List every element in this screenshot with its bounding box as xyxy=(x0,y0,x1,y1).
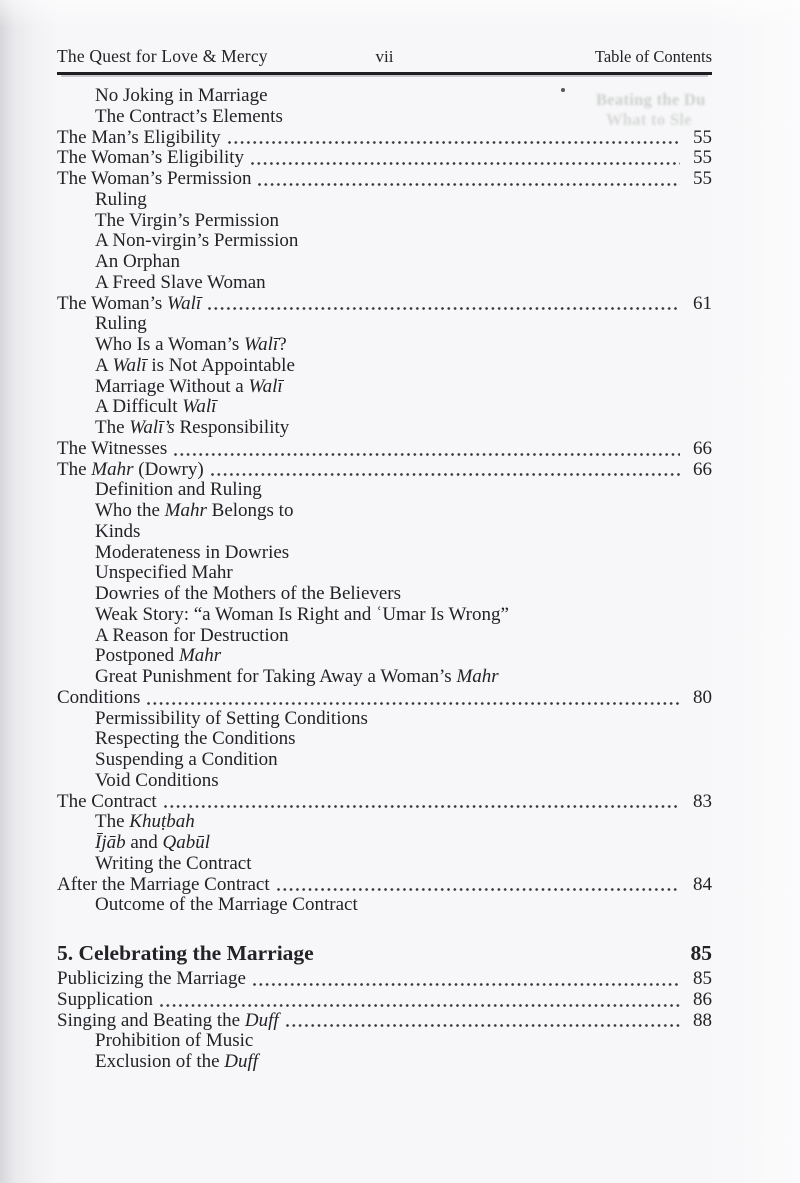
toc-entry-title: Permissibility of Setting Conditions xyxy=(95,707,368,729)
toc-page-number: 88 xyxy=(693,1009,712,1031)
toc-entry-title: A Non-virgin’s Permission xyxy=(95,230,299,252)
toc-row xyxy=(57,1011,712,1032)
toc-row xyxy=(57,969,712,990)
dot-leader xyxy=(206,294,680,315)
toc-page-number: 55 xyxy=(693,147,712,169)
toc-row xyxy=(57,990,712,1011)
toc-row xyxy=(57,688,712,709)
toc-list xyxy=(57,86,712,1073)
toc-row xyxy=(57,128,712,149)
toc-row xyxy=(57,335,712,356)
toc-row xyxy=(57,294,712,315)
toc-entry-title: An Orphan xyxy=(95,251,180,272)
toc-row xyxy=(57,86,712,107)
header-section-title: Table of Contents xyxy=(594,47,712,66)
toc-row xyxy=(57,750,712,771)
showthrough-text: What to Sle xyxy=(606,110,692,129)
dot-leader xyxy=(256,169,680,190)
toc-entry-title: The Woman’s Walī xyxy=(57,292,202,314)
toc-entry-title: The Contract’s Elements xyxy=(95,105,283,127)
toc-page-number: 61 xyxy=(693,292,712,314)
header-book-title: The Quest for Love & Mercy xyxy=(57,46,268,66)
toc-row xyxy=(57,812,712,833)
toc-row xyxy=(57,709,712,730)
toc-entry-title: Supplication xyxy=(57,988,154,1010)
toc-row xyxy=(57,439,712,460)
toc-entry-title: Kinds xyxy=(95,520,141,542)
toc-entry-title: Postponed Mahr xyxy=(95,645,222,667)
toc-row xyxy=(57,854,712,875)
toc-row xyxy=(57,460,712,481)
toc-row xyxy=(57,895,712,916)
toc-row xyxy=(57,771,712,792)
toc-row xyxy=(57,1031,712,1052)
toc-row xyxy=(57,563,712,584)
toc-page-number: 55 xyxy=(693,126,712,148)
scan-speck xyxy=(561,88,565,92)
toc-entry-title: Who Is a Woman’s Walī? xyxy=(95,334,287,355)
dot-leader xyxy=(209,460,680,481)
toc-page-number: 83 xyxy=(693,790,712,812)
toc-entry-title: The Man’s Eligibility xyxy=(57,126,221,148)
header-folio-number: vii xyxy=(375,47,394,66)
toc-entry-title: The Mahr (Dowry) xyxy=(57,458,204,480)
toc-entry-title: The Woman’s Eligibility xyxy=(57,147,245,169)
toc-entry-title: Exclusion of the Duff xyxy=(95,1051,259,1072)
toc-row xyxy=(57,231,712,252)
toc-row xyxy=(57,273,712,294)
dot-leader xyxy=(158,990,680,1011)
toc-entry-title: Writing the Contract xyxy=(95,852,252,874)
dot-leader xyxy=(145,688,680,709)
toc-page-number: 85 xyxy=(693,968,712,989)
dot-leader xyxy=(251,969,680,990)
toc-chapter-row xyxy=(57,940,712,967)
toc-row xyxy=(57,522,712,543)
toc-entry-title: Marriage Without a Walī xyxy=(95,375,283,397)
dot-leader xyxy=(162,792,680,813)
toc-entry-title: Respecting the Conditions xyxy=(95,728,296,750)
toc-entry-title: Ruling xyxy=(95,313,147,335)
toc-page-number: 84 xyxy=(693,873,712,895)
toc-row xyxy=(57,314,712,335)
toc-page-number: 55 xyxy=(693,168,712,189)
toc-row xyxy=(57,377,712,398)
toc-page-number: 85 xyxy=(690,941,712,965)
page-header xyxy=(57,46,712,75)
toc-row xyxy=(57,211,712,232)
toc-page-number: 80 xyxy=(693,686,712,708)
toc-row xyxy=(57,397,712,418)
toc-row xyxy=(57,667,712,688)
toc-entry-title: A Walī is Not Appointable xyxy=(95,354,295,376)
toc-entry-title: A Difficult Walī xyxy=(95,396,217,418)
toc-entry-title: Void Conditions xyxy=(95,769,219,791)
toc-entry-title: Conditions xyxy=(57,686,141,708)
toc-row xyxy=(57,190,712,211)
toc-row xyxy=(57,107,712,128)
toc-row xyxy=(57,169,712,190)
toc-row xyxy=(57,833,712,854)
dot-leader xyxy=(249,148,680,169)
toc-entry-title: Publicizing the Marriage xyxy=(57,968,246,989)
toc-row xyxy=(57,729,712,750)
toc-page-number: 66 xyxy=(693,458,712,480)
toc-entry-title: Unspecified Mahr xyxy=(95,562,233,584)
toc-entry-title: Dowries of the Mothers of the Believers xyxy=(95,583,402,604)
toc-entry-title: Great Punishment for Taking Away a Woman’s Mahr xyxy=(95,666,499,687)
toc-entry-title: Prohibition of Music xyxy=(95,1030,254,1052)
toc-entry-title: No Joking in Marriage xyxy=(95,85,268,106)
toc-entry-title: A Freed Slave Woman xyxy=(95,271,266,293)
toc-entry-title: Who the Mahr Belongs to xyxy=(95,500,294,521)
toc-row xyxy=(57,584,712,605)
toc-row xyxy=(57,356,712,377)
toc-page-number: 86 xyxy=(693,988,712,1010)
toc-row xyxy=(57,480,712,501)
toc-entry-title: Definition and Ruling xyxy=(95,479,262,501)
toc-row xyxy=(57,543,712,564)
toc-row xyxy=(57,252,712,273)
toc-entry-title: Moderateness in Dowries xyxy=(95,541,290,563)
dot-leader xyxy=(226,128,680,149)
toc-entry-title: The Walī’s Responsibility xyxy=(95,417,290,438)
toc-page-number: 66 xyxy=(693,437,712,459)
toc-entry-title: The Virgin’s Permission xyxy=(95,209,279,231)
toc-row xyxy=(57,646,712,667)
toc-entry-title: 5. Celebrating the Marriage xyxy=(57,941,314,965)
toc-entry-title: A Reason for Destruction xyxy=(95,624,289,646)
toc-row xyxy=(57,626,712,647)
toc-row xyxy=(57,875,712,896)
dot-leader xyxy=(172,439,680,460)
toc-entry-title: Ījāb and Qabūl xyxy=(95,832,211,853)
toc-entry-title: The Woman’s Permission xyxy=(57,168,252,189)
dot-leader xyxy=(275,875,680,896)
toc-entry-title: The Contract xyxy=(57,790,157,812)
toc-row xyxy=(57,792,712,813)
toc-row xyxy=(57,1052,712,1073)
toc-entry-title: After the Marriage Contract xyxy=(57,873,270,895)
toc-entry-title: Outcome of the Marriage Contract xyxy=(95,894,358,916)
toc-entry-title: The Witnesses xyxy=(57,437,168,459)
toc-entry-title: Suspending a Condition xyxy=(95,749,278,770)
toc-row xyxy=(57,501,712,522)
toc-entry-title: Singing and Beating the Duff xyxy=(57,1009,279,1031)
spacer xyxy=(319,940,680,967)
toc-entry-title: Weak Story: “a Woman Is Right and ʿUmar Is Wrong” xyxy=(95,603,509,625)
showthrough-text: Beating the Du xyxy=(596,90,706,109)
toc-entry-title: The Khuṭbah xyxy=(95,811,195,833)
toc-row xyxy=(57,148,712,169)
toc-row xyxy=(57,605,712,626)
toc-row xyxy=(57,418,712,439)
toc-entry-title: Ruling xyxy=(95,188,147,210)
dot-leader xyxy=(284,1011,680,1032)
